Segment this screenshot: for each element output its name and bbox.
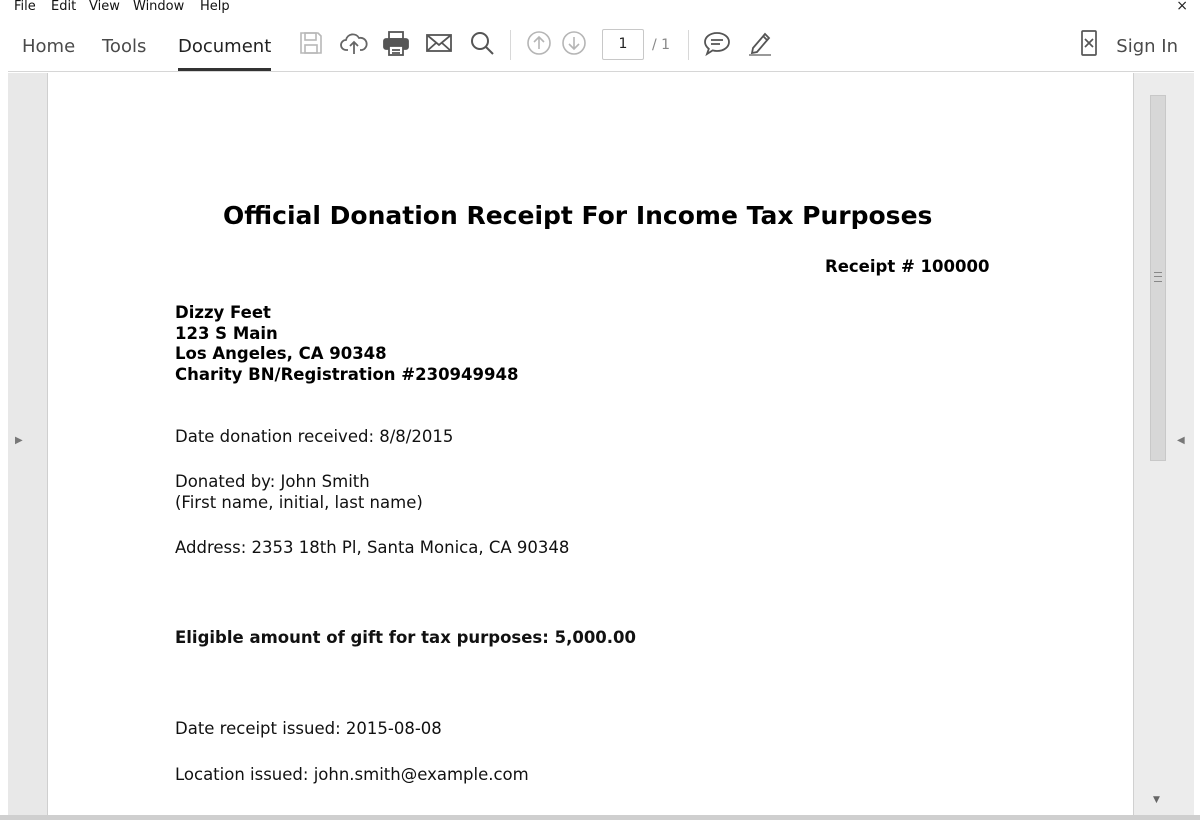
date-issued: Date receipt issued: 2015-08-08 — [175, 719, 442, 738]
menu-window[interactable]: Window — [133, 0, 185, 14]
window-close-button[interactable]: × — [1176, 0, 1188, 14]
document-page — [49, 73, 1133, 815]
tab-home[interactable]: Home — [22, 36, 76, 57]
page-down-icon[interactable] — [559, 28, 589, 58]
tab-document[interactable]: Document — [178, 36, 272, 57]
date-received: Date donation received: 8/8/2015 — [175, 427, 454, 446]
menu-help[interactable]: Help — [200, 0, 230, 14]
page-total: / 1 — [652, 37, 671, 53]
page-up-icon[interactable] — [524, 28, 554, 58]
menu-file[interactable]: File — [14, 0, 36, 14]
location-issued: Location issued: john.smith@example.com — [175, 765, 529, 784]
expand-left-panel-icon[interactable]: ▶ — [15, 435, 23, 446]
scroll-down-icon[interactable]: ▼ — [1153, 795, 1160, 805]
left-panel-rail[interactable] — [8, 73, 48, 815]
toolbar — [8, 14, 1194, 72]
right-panel-rail — [1133, 73, 1194, 815]
scroll-grip-icon — [1154, 272, 1162, 282]
expand-right-panel-icon[interactable]: ◀ — [1177, 435, 1185, 446]
tab-tools[interactable]: Tools — [102, 36, 147, 57]
menu-bar — [0, 0, 1200, 14]
save-icon[interactable] — [296, 28, 326, 58]
print-icon[interactable] — [381, 28, 411, 58]
organization-block — [175, 303, 518, 385]
eligible-amount: Eligible amount of gift for tax purposes: 5,000.00 — [175, 628, 637, 647]
document-title: Official Donation Receipt For Income Tax Purposes — [223, 201, 933, 230]
sign-in-button[interactable]: Sign In — [1116, 36, 1178, 57]
name-hint: (First name, initial, last name) — [175, 493, 423, 512]
org-name: Dizzy Feet — [175, 303, 271, 322]
org-street: 123 S Main — [175, 323, 278, 343]
menu-view[interactable]: View — [89, 0, 120, 14]
window-bottom-edge — [0, 815, 1200, 820]
comment-icon[interactable] — [702, 28, 732, 58]
email-icon[interactable] — [424, 28, 454, 58]
search-icon[interactable] — [467, 28, 497, 58]
menu-edit[interactable]: Edit — [51, 0, 77, 14]
cloud-upload-icon[interactable] — [339, 28, 369, 58]
org-city: Los Angeles, CA 90348 — [175, 344, 387, 363]
active-tab-indicator — [178, 68, 271, 71]
donated-by: Donated by: John Smith — [175, 472, 370, 491]
mobile-link-icon[interactable] — [1074, 28, 1104, 58]
donor-address: Address: 2353 18th Pl, Santa Monica, CA 90348 — [175, 538, 570, 557]
receipt-number: Receipt # 100000 — [825, 257, 990, 276]
toolbar-separator — [510, 30, 511, 60]
page-number-input[interactable]: 1 — [602, 29, 644, 60]
highlight-pen-icon[interactable] — [745, 28, 775, 58]
org-registration: Charity BN/Registration #230949948 — [175, 364, 519, 384]
toolbar-separator — [688, 30, 689, 60]
vertical-scrollbar-thumb[interactable] — [1150, 95, 1166, 461]
